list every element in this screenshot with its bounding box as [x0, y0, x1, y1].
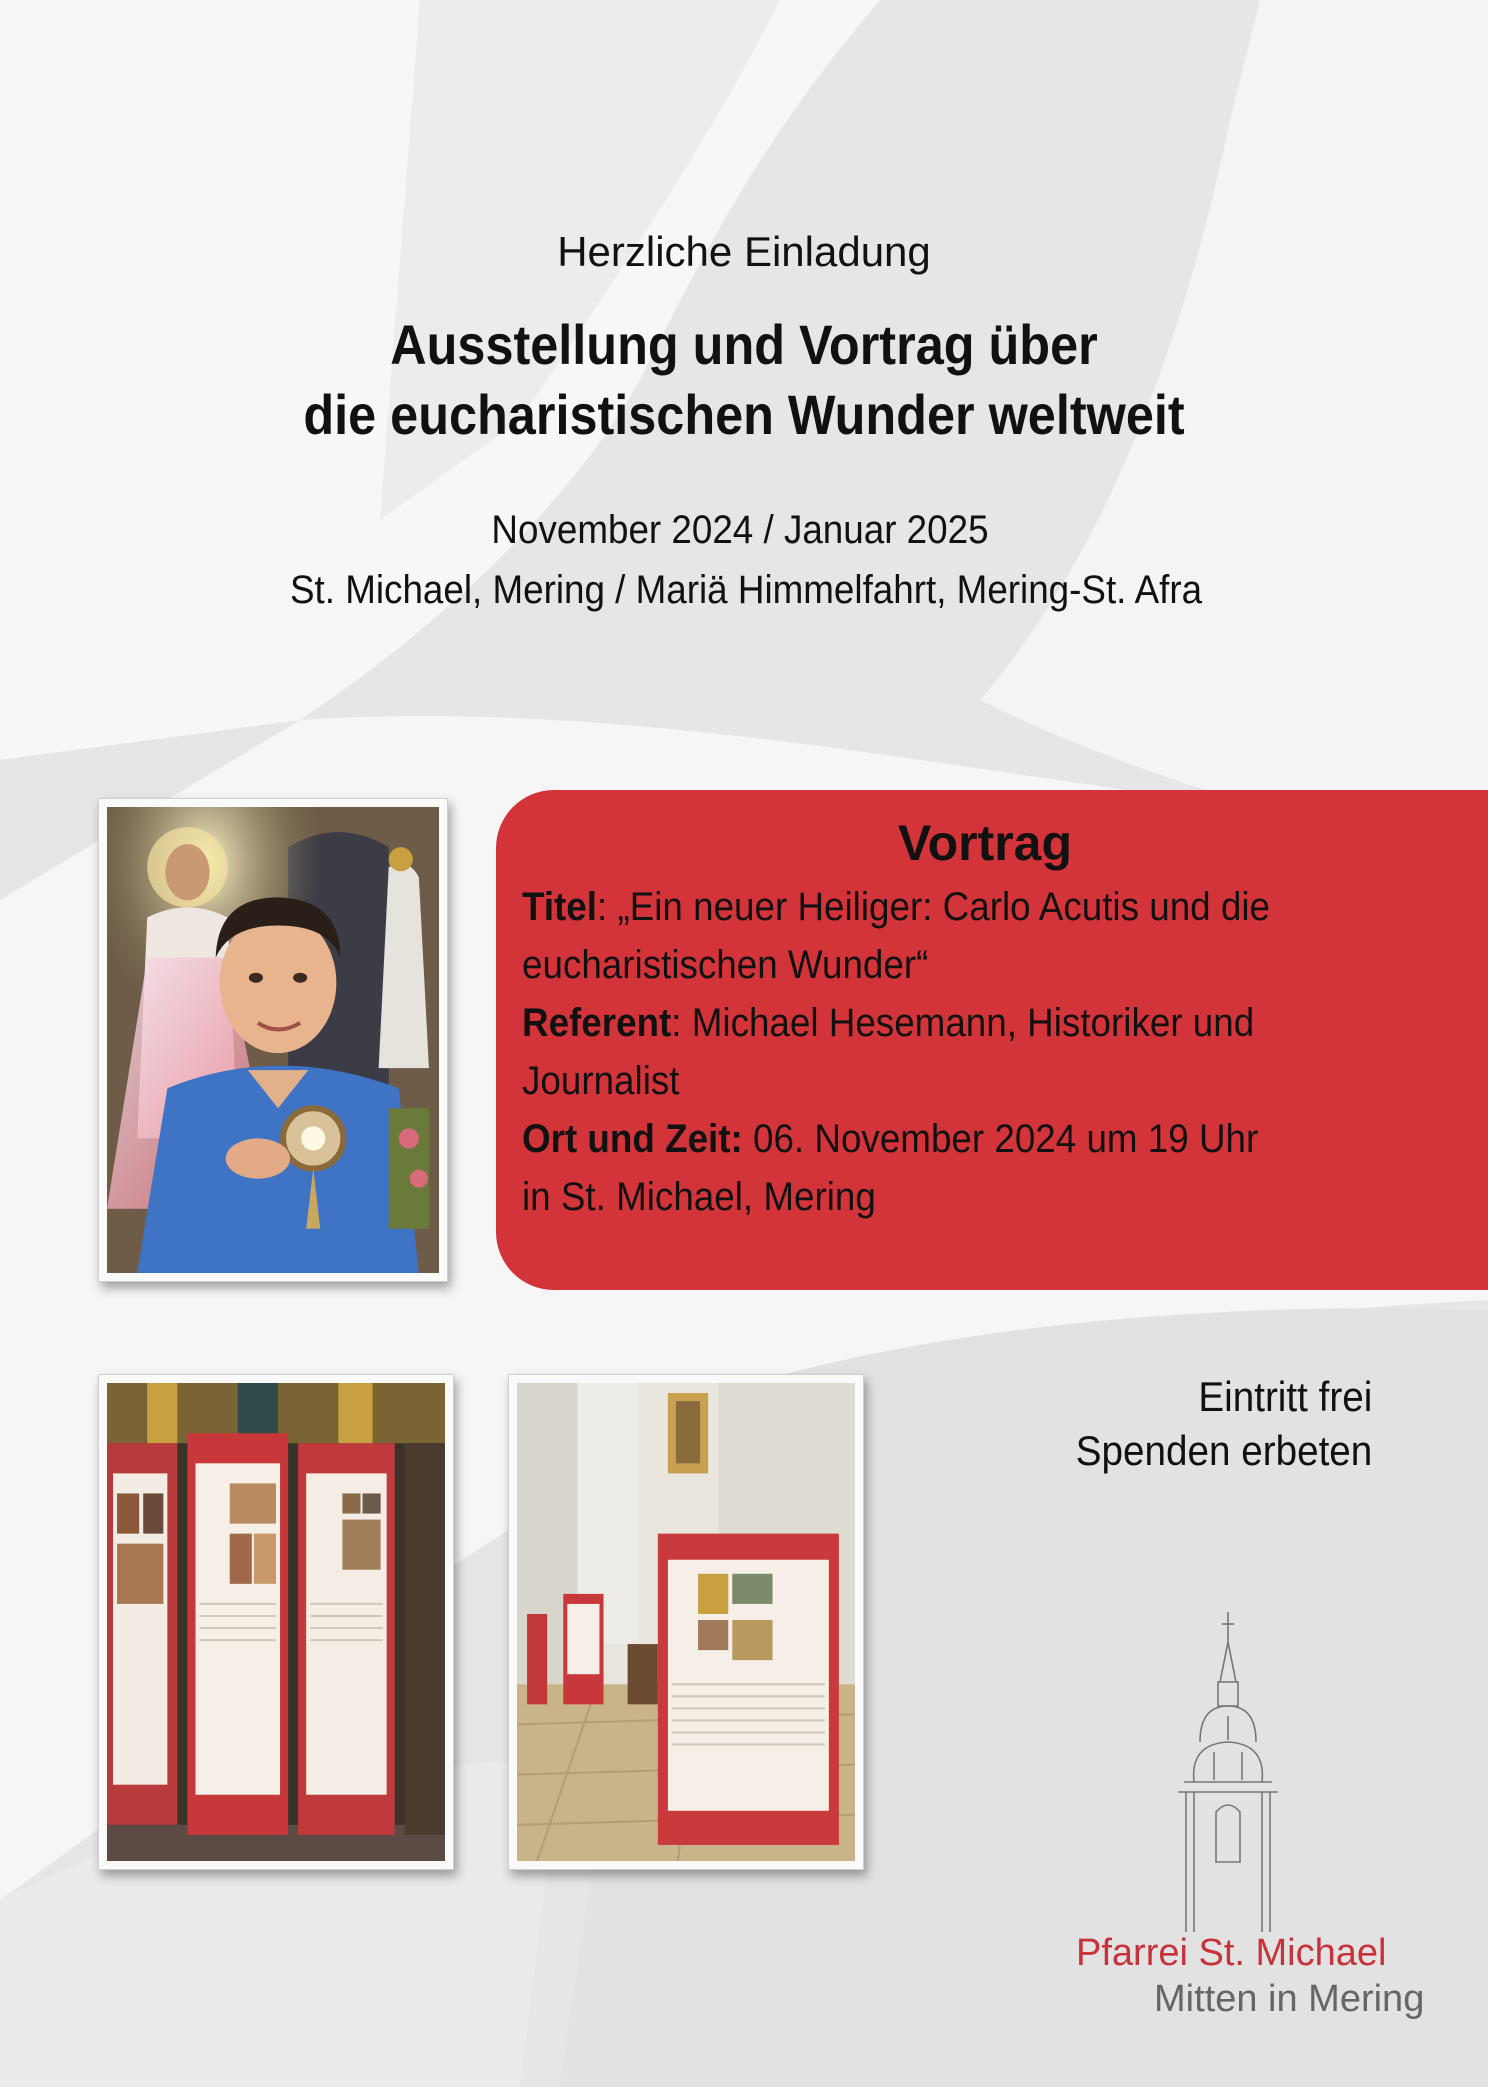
talk-title-value-1: „Ein neuer Heiliger: Carlo Acutis und die — [617, 885, 1270, 929]
event-dates: November 2024 / Januar 2025 — [491, 508, 989, 552]
parish-name: Pfarrei St. Michael — [1076, 1932, 1387, 1974]
event-venues: St. Michael, Mering / Mariä Himmelfahrt, Mering-St. Afra — [290, 568, 1203, 612]
intro-text: Herzliche Einladung — [557, 228, 931, 275]
exhibition-illustration-1 — [107, 1383, 445, 1861]
exhibition-photo-2 — [508, 1374, 864, 1870]
talk-info-box — [496, 790, 1488, 1290]
talk-title-value-2: eucharistischen Wunder“ — [522, 943, 929, 987]
talk-title-label: Titel — [522, 885, 597, 929]
talk-speaker-value-2: Journalist — [522, 1059, 680, 1103]
title-line-1: Ausstellung und Vortrag über — [390, 313, 1098, 376]
talk-title-line-1 — [522, 878, 1442, 936]
admission-line-1: Eintritt frei — [1198, 1373, 1372, 1420]
talk-speaker-value-1: Michael Hesemann, Historiker und — [691, 1001, 1255, 1045]
talk-when-value-2: in St. Michael, Mering — [522, 1175, 876, 1219]
portrait-illustration — [107, 807, 439, 1273]
talk-when-label: Ort und Zeit: — [522, 1117, 743, 1161]
exhibition-illustration-2 — [517, 1383, 855, 1861]
admission-line-2: Spenden erbeten — [1075, 1427, 1372, 1474]
title-line-2: die eucharistischen Wunder weltweit — [303, 383, 1185, 446]
talk-title-separator: : — [596, 885, 618, 929]
exhibition-photo-1 — [98, 1374, 454, 1870]
talk-speaker-separator: : — [671, 1001, 692, 1045]
talk-speaker-line-1 — [522, 994, 1442, 1052]
talk-when-line-1 — [522, 1110, 1442, 1168]
church-tower-logo — [1170, 1612, 1310, 1932]
talk-heading: Vortrag — [897, 815, 1073, 871]
talk-when-value-1: 06. November 2024 um 19 Uhr — [742, 1117, 1259, 1161]
page-title — [74, 310, 1413, 450]
portrait-photo — [98, 798, 448, 1282]
parish-tagline: Mitten in Mering — [1154, 1978, 1425, 2020]
talk-speaker-label: Referent — [522, 1001, 672, 1045]
admission-info — [1076, 1370, 1372, 1478]
